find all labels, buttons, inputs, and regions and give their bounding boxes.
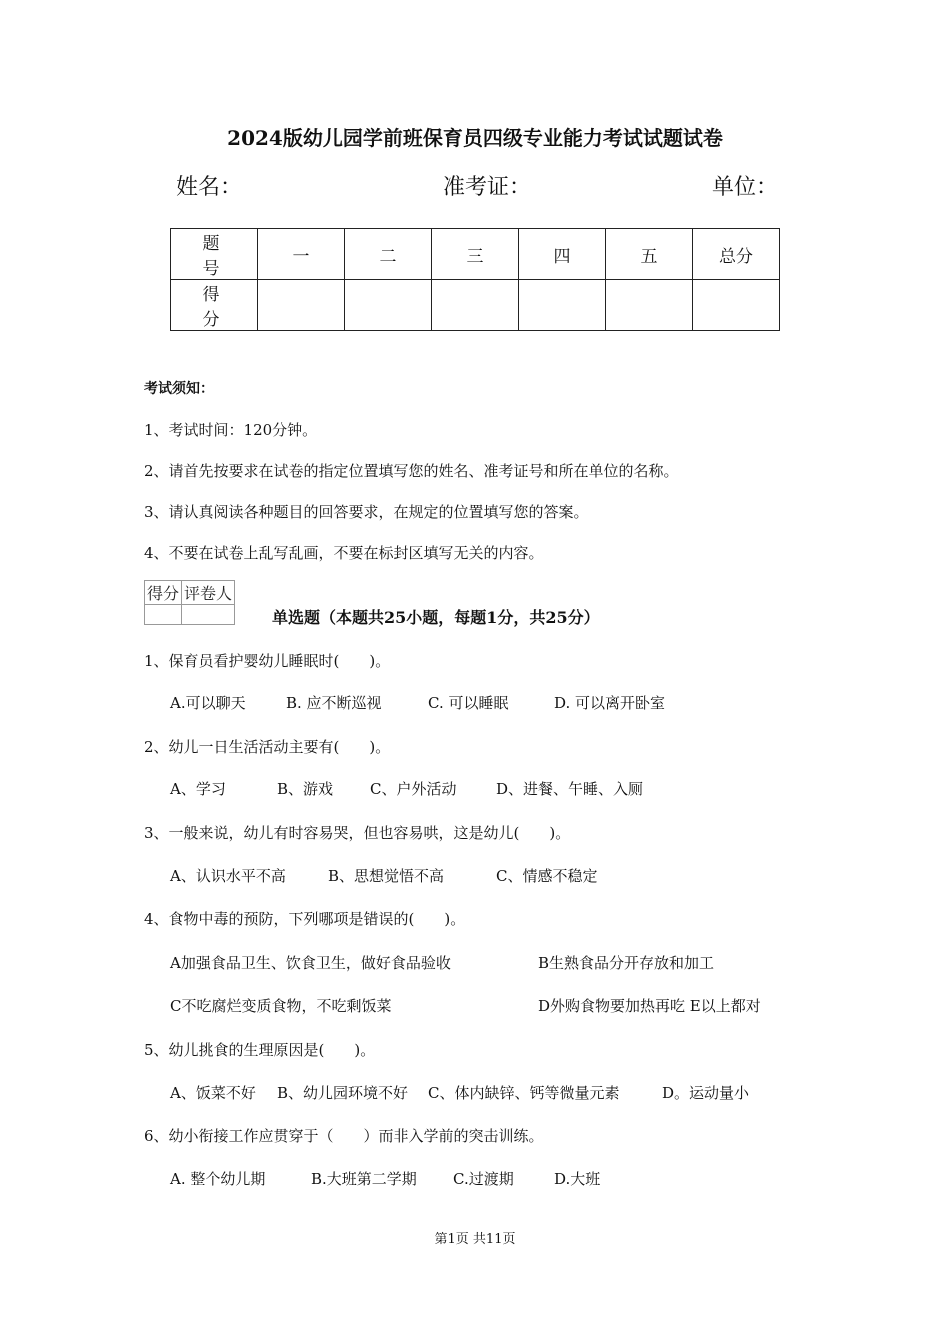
- question: 6、幼小衔接工作应贯穿于（ ）而非入学前的突击训练。: [144, 1127, 544, 1145]
- option: C、情感不稳定: [496, 867, 598, 885]
- score-cell: [345, 280, 432, 331]
- notice-item: 4、不要在试卷上乱写乱画，不要在标封区填写无关的内容。: [144, 544, 544, 562]
- grader-score-cell: [145, 605, 182, 625]
- grader-name-cell: [182, 605, 235, 625]
- score-table-header-row: [171, 229, 780, 280]
- option: C、户外活动: [370, 780, 457, 798]
- option: B. 应不断巡视: [286, 694, 382, 712]
- score-table-col: 二: [345, 229, 432, 280]
- notice-item: 1、考试时间：120分钟。: [144, 421, 318, 439]
- option: A、认识水平不高: [170, 867, 286, 885]
- option: A加强食品卫生、饮食卫生，做好食品验收: [170, 954, 451, 972]
- option: B、游戏: [277, 780, 334, 798]
- notice-item: 3、请认真阅读各种题目的回答要求，在规定的位置填写您的答案。: [144, 503, 589, 521]
- page-footer: 第1页 共11页: [434, 1232, 516, 1247]
- unit-field-label: 单位：: [712, 175, 779, 200]
- option: B、幼儿园环境不好: [277, 1084, 409, 1102]
- option: A.可以聊天: [170, 694, 246, 712]
- option: C. 可以睡眠: [428, 694, 509, 712]
- score-table-row-label: 得分: [171, 280, 258, 331]
- score-cell: [606, 280, 693, 331]
- grader-score-label: 得分: [145, 581, 182, 605]
- name-field-label: 姓名：: [176, 175, 243, 200]
- section-title: 单选题（本题共25小题，每题1分，共25分）: [272, 608, 600, 627]
- exam-id-field-label: 准考证：: [443, 175, 532, 200]
- question: 4、食物中毒的预防，下列哪项是错误的( )。: [144, 910, 466, 928]
- option: D.大班: [554, 1170, 601, 1188]
- option: B.大班第二学期: [311, 1170, 417, 1188]
- question: 1、保育员看护婴幼儿睡眠时( )。: [144, 652, 391, 670]
- score-table-col: 总分: [693, 229, 780, 280]
- score-table: [170, 228, 780, 331]
- option: A、学习: [170, 780, 226, 798]
- score-table-row-label: 题号: [171, 229, 258, 280]
- option: B、思想觉悟不高: [328, 867, 445, 885]
- option: C不吃腐烂变质食物，不吃剩饭菜: [170, 997, 392, 1015]
- option: A、饭菜不好: [170, 1084, 256, 1102]
- grader-name-label: 评卷人: [182, 581, 235, 605]
- score-cell: [258, 280, 345, 331]
- option: D. 可以离开卧室: [554, 694, 666, 712]
- question: 2、幼儿一日生活活动主要有( )。: [144, 738, 391, 756]
- option: C、体内缺锌、钙等微量元素: [428, 1084, 620, 1102]
- notice-heading: 考试须知：: [144, 381, 214, 397]
- option: D。运动量小: [662, 1084, 750, 1102]
- score-cell: [519, 280, 606, 331]
- score-table-score-row: [171, 280, 780, 331]
- question: 3、一般来说，幼儿有时容易哭，但也容易哄，这是幼儿( )。: [144, 824, 571, 842]
- option: B生熟食品分开存放和加工: [538, 954, 715, 972]
- page-title: 2024版幼儿园学前班保育员四级专业能力考试试题试卷: [227, 126, 723, 150]
- score-cell: [432, 280, 519, 331]
- option: D、进餐、午睡、入厕: [496, 780, 644, 798]
- score-table-col: 四: [519, 229, 606, 280]
- option: D外购食物要加热再吃 E以上都对: [538, 997, 761, 1015]
- option: C.过渡期: [453, 1170, 514, 1188]
- score-table-col: 五: [606, 229, 693, 280]
- grader-box: [144, 580, 235, 625]
- option: A. 整个幼儿期: [170, 1170, 266, 1188]
- score-table-col: 一: [258, 229, 345, 280]
- question: 5、幼儿挑食的生理原因是( )。: [144, 1041, 376, 1059]
- score-cell: [693, 280, 780, 331]
- score-table-col: 三: [432, 229, 519, 280]
- notice-item: 2、请首先按要求在试卷的指定位置填写您的姓名、准考证号和所在单位的名称。: [144, 462, 679, 480]
